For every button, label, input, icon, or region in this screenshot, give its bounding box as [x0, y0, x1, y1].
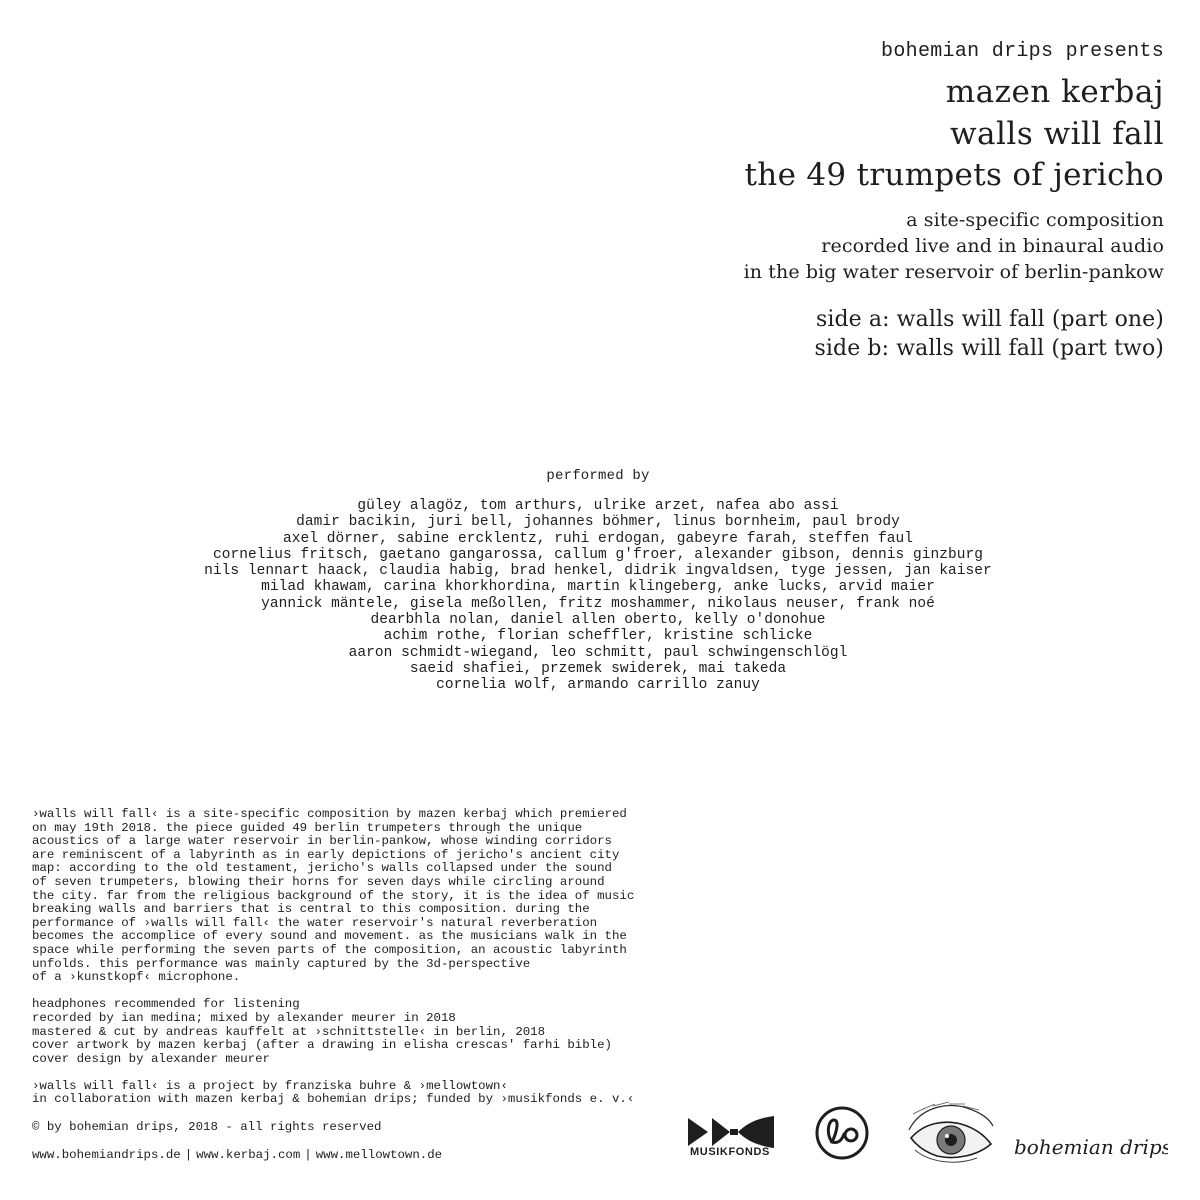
performers-line: milad khawam, carina khorkhordina, martin klingeberg, anke lucks, arvid maier	[261, 579, 935, 596]
performers-list	[0, 498, 1196, 694]
notes-line: of a ›kunstkopf‹ microphone.	[32, 970, 241, 985]
track-sides	[404, 305, 1164, 363]
notes-credits	[32, 998, 612, 1066]
link-separator: |	[184, 1147, 193, 1162]
performers-line: dearbhla nolan, daniel allen oberto, kelly o'donohue	[370, 612, 826, 629]
performers-line: damir bacikin, juri bell, johannes böhmer, linus bornheim, paul brody	[296, 514, 900, 531]
description-line: in the big water reservoir of berlin-pankow	[743, 261, 1164, 283]
eye-logo-icon	[905, 1100, 995, 1166]
link-kerbaj[interactable]: www.kerbaj.com	[196, 1147, 301, 1162]
notes-line: acoustics of a large water reservoir in berlin-pankow, whose winding corridors	[32, 834, 612, 849]
notes-project	[32, 1078, 635, 1107]
performers-line: nils lennart haack, claudia habig, brad henkel, didrik ingvaldsen, tyge jessen, jan kaiser	[204, 563, 992, 580]
notes-line: becomes the accomplice of every sound and movement. as the musicians walk in the	[32, 929, 627, 944]
musikfonds-label: MUSIKFONDS	[690, 1146, 770, 1158]
notes-line: unfolds. this performance was mainly captured by the 3d-perspective	[32, 956, 531, 971]
side-b: side b: walls will fall (part two)	[814, 336, 1164, 361]
notes-line: map: according to the old testament, jericho's walls collapsed under the sound	[32, 861, 612, 876]
notes-spacer	[32, 985, 612, 999]
artist-name: mazen kerbaj	[945, 74, 1164, 110]
credits-line: cover artwork by mazen kerbaj (after a drawing in elisha crescas' farhi bible)	[32, 1038, 612, 1053]
description-line: a site-specific composition	[906, 209, 1164, 231]
credits-line: headphones recommended for listening	[32, 997, 300, 1012]
link-separator: |	[304, 1147, 312, 1162]
performers-line: saeid shafiei, przemek swiderek, mai takeda	[409, 660, 787, 677]
description-line: recorded live and in binaural audio	[821, 235, 1164, 257]
notes-spacer	[32, 1066, 612, 1080]
bohemian-drips-logo-text: bohemian drips	[1014, 1135, 1168, 1159]
performers-line: axel dörner, sabine ercklentz, ruhi erdogan, gabeyre farah, steffen faul	[282, 530, 914, 547]
performers-line: cornelia wolf, armando carrillo zanuy	[436, 677, 760, 694]
credits-line: recorded by ian medina; mixed by alexander meurer in 2018	[32, 1010, 456, 1025]
bohemian-drips-logo-icon	[1012, 1126, 1168, 1166]
album-subtitle: the 49 trumpets of jericho	[744, 157, 1164, 193]
notes-line: ›walls will fall‹ is a site-specific composition by mazen kerbaj which premiered	[32, 807, 627, 821]
notes-line: performance of ›walls will fall‹ the water reservoir's natural reverberation	[32, 915, 598, 930]
notes-line: space while performing the seven parts of the composition, an acoustic labyrinth	[32, 942, 627, 957]
credits-line: mastered & cut by andreas kauffelt at ›schnittstelle‹ in berlin, 2018	[32, 1024, 546, 1039]
performers-line: cornelius fritsch, gaetano gangarossa, callum g'froer, alexander gibson, dennis ginzburg	[212, 546, 984, 563]
performers-line: güley alagöz, tom arthurs, ulrike arzet, nafea abo assi	[357, 498, 839, 514]
performers-line: yannick mäntele, gisela meßollen, fritz moshammer, nikolaus neuser, frank noé	[261, 595, 935, 612]
copyright-notice: © by bohemian drips, 2018 - all rights reserved	[32, 1120, 382, 1135]
link-bohemiandrips[interactable]: www.bohemiandrips.de	[32, 1147, 181, 1162]
link-mellowtown[interactable]: www.mellowtown.de	[315, 1147, 443, 1162]
performers-heading: performed by	[546, 468, 650, 484]
notes-line: are reminiscent of a labyrinth as in early depictions of jericho's ancient city	[32, 847, 620, 862]
bohemian-drips-wordmark	[1012, 1126, 1168, 1166]
header	[404, 38, 1164, 363]
performers-line: aaron schmidt-wiegand, leo schmitt, paul schwingenschlögl	[348, 644, 848, 661]
notes-paragraph	[32, 807, 635, 985]
notes-line: breaking walls and barriers that is central to this composition. during the	[32, 902, 590, 917]
notes-line: the city. far from the religious background of the story, it is the idea of music	[32, 888, 635, 903]
credits-line: cover design by alexander meurer	[32, 1051, 270, 1066]
performers-section	[0, 466, 1196, 694]
side-a: side a: walls will fall (part one)	[815, 307, 1164, 332]
project-line: in collaboration with mazen kerbaj & bohemian drips; funded by ›musikfonds e. v.‹	[32, 1092, 635, 1107]
mellowtown-logo-icon	[812, 1104, 872, 1162]
description	[404, 207, 1164, 285]
presents-line: bohemian drips presents	[881, 40, 1164, 63]
project-line: ›walls will fall‹ is a project by franziska buhre & ›mellowtown‹	[32, 1078, 508, 1093]
website-links	[32, 1149, 612, 1163]
liner-notes	[32, 807, 635, 1162]
notes-line: on may 19th 2018. the piece guided 49 berlin trumpeters through the unique	[32, 820, 583, 835]
album-title: walls will fall	[949, 116, 1164, 152]
notes-line: of seven trumpeters, blowing their horns for seven days while circling around	[32, 874, 605, 889]
performers-line: achim rothe, florian scheffler, kristine schlicke	[383, 628, 813, 645]
